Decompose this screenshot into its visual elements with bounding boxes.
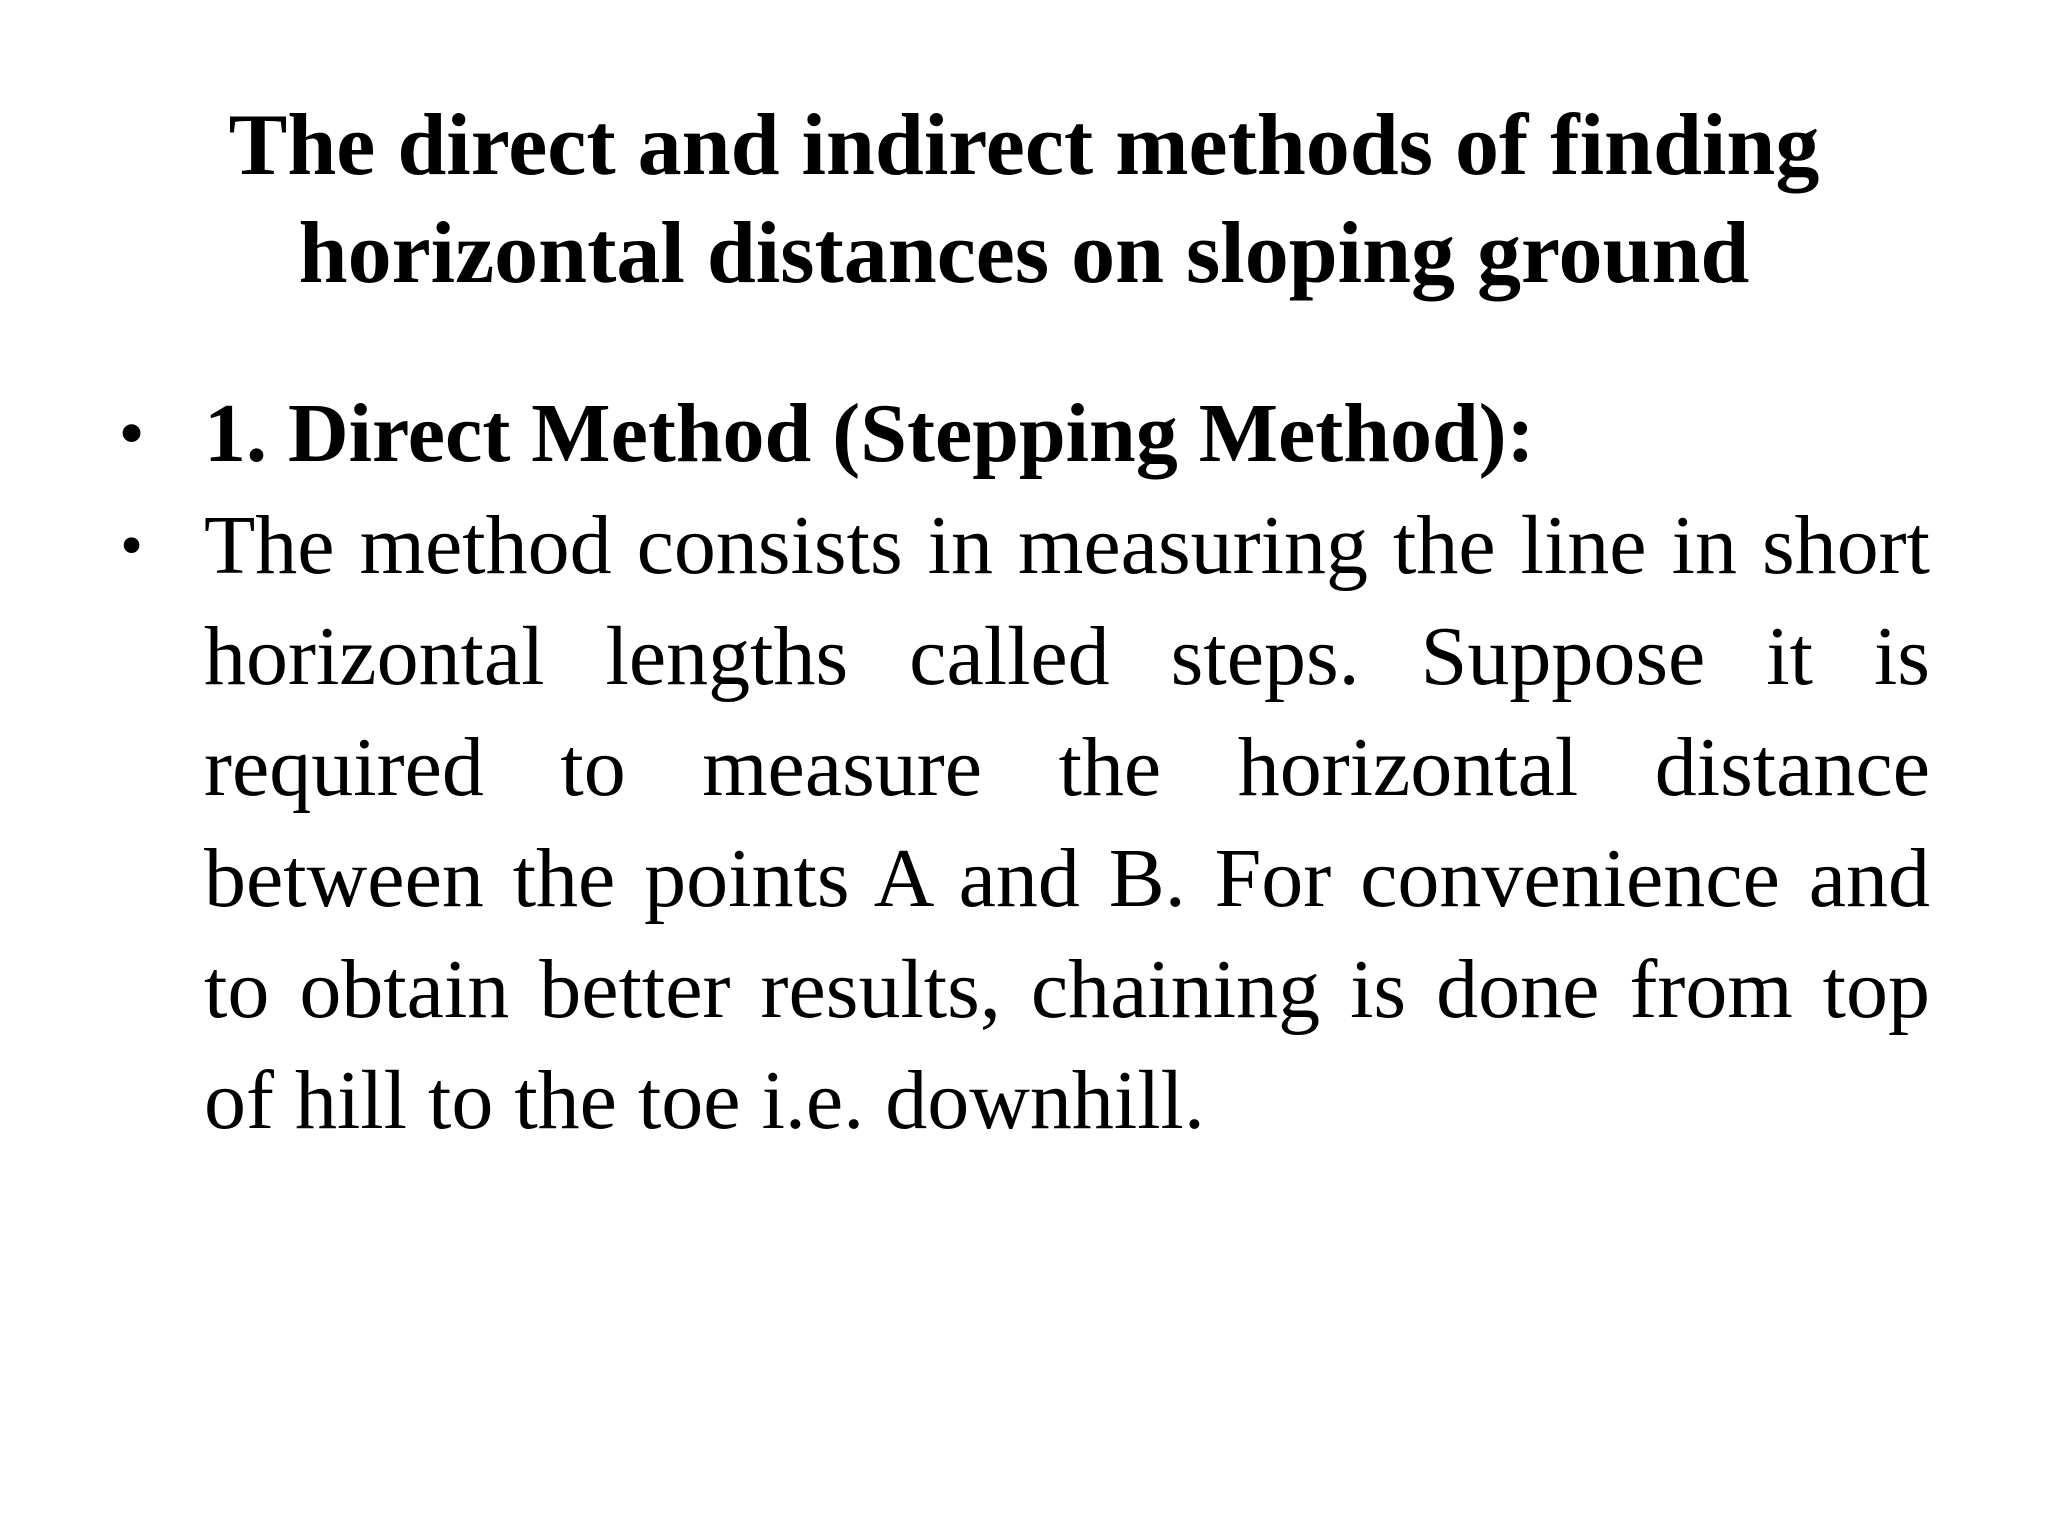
bullet-text-direct-method: 1. Direct Method (Stepping Method): bbox=[204, 387, 1535, 480]
bullet-text-method-description: The method consists in measuring the line in short horizontal lengths called steps. Suppose it is required to measure the horizontal distance between the points A and B. For convenience and to obtain better results, chaining is done from top of hill to the toe i.e. downhill. bbox=[204, 499, 1930, 1147]
bullet-item-method-description bbox=[120, 490, 1930, 1156]
slide-title bbox=[150, 92, 1898, 308]
bullet-list bbox=[120, 378, 1930, 1156]
title-line-1: The direct and indirect methods of finding bbox=[228, 97, 1820, 194]
title-line-2: horizontal distances on sloping ground bbox=[298, 205, 1750, 302]
bullet-dot-icon: • bbox=[120, 397, 144, 470]
bullet-item-direct-method bbox=[120, 378, 1930, 489]
bullet-dot-icon: • bbox=[120, 509, 144, 582]
